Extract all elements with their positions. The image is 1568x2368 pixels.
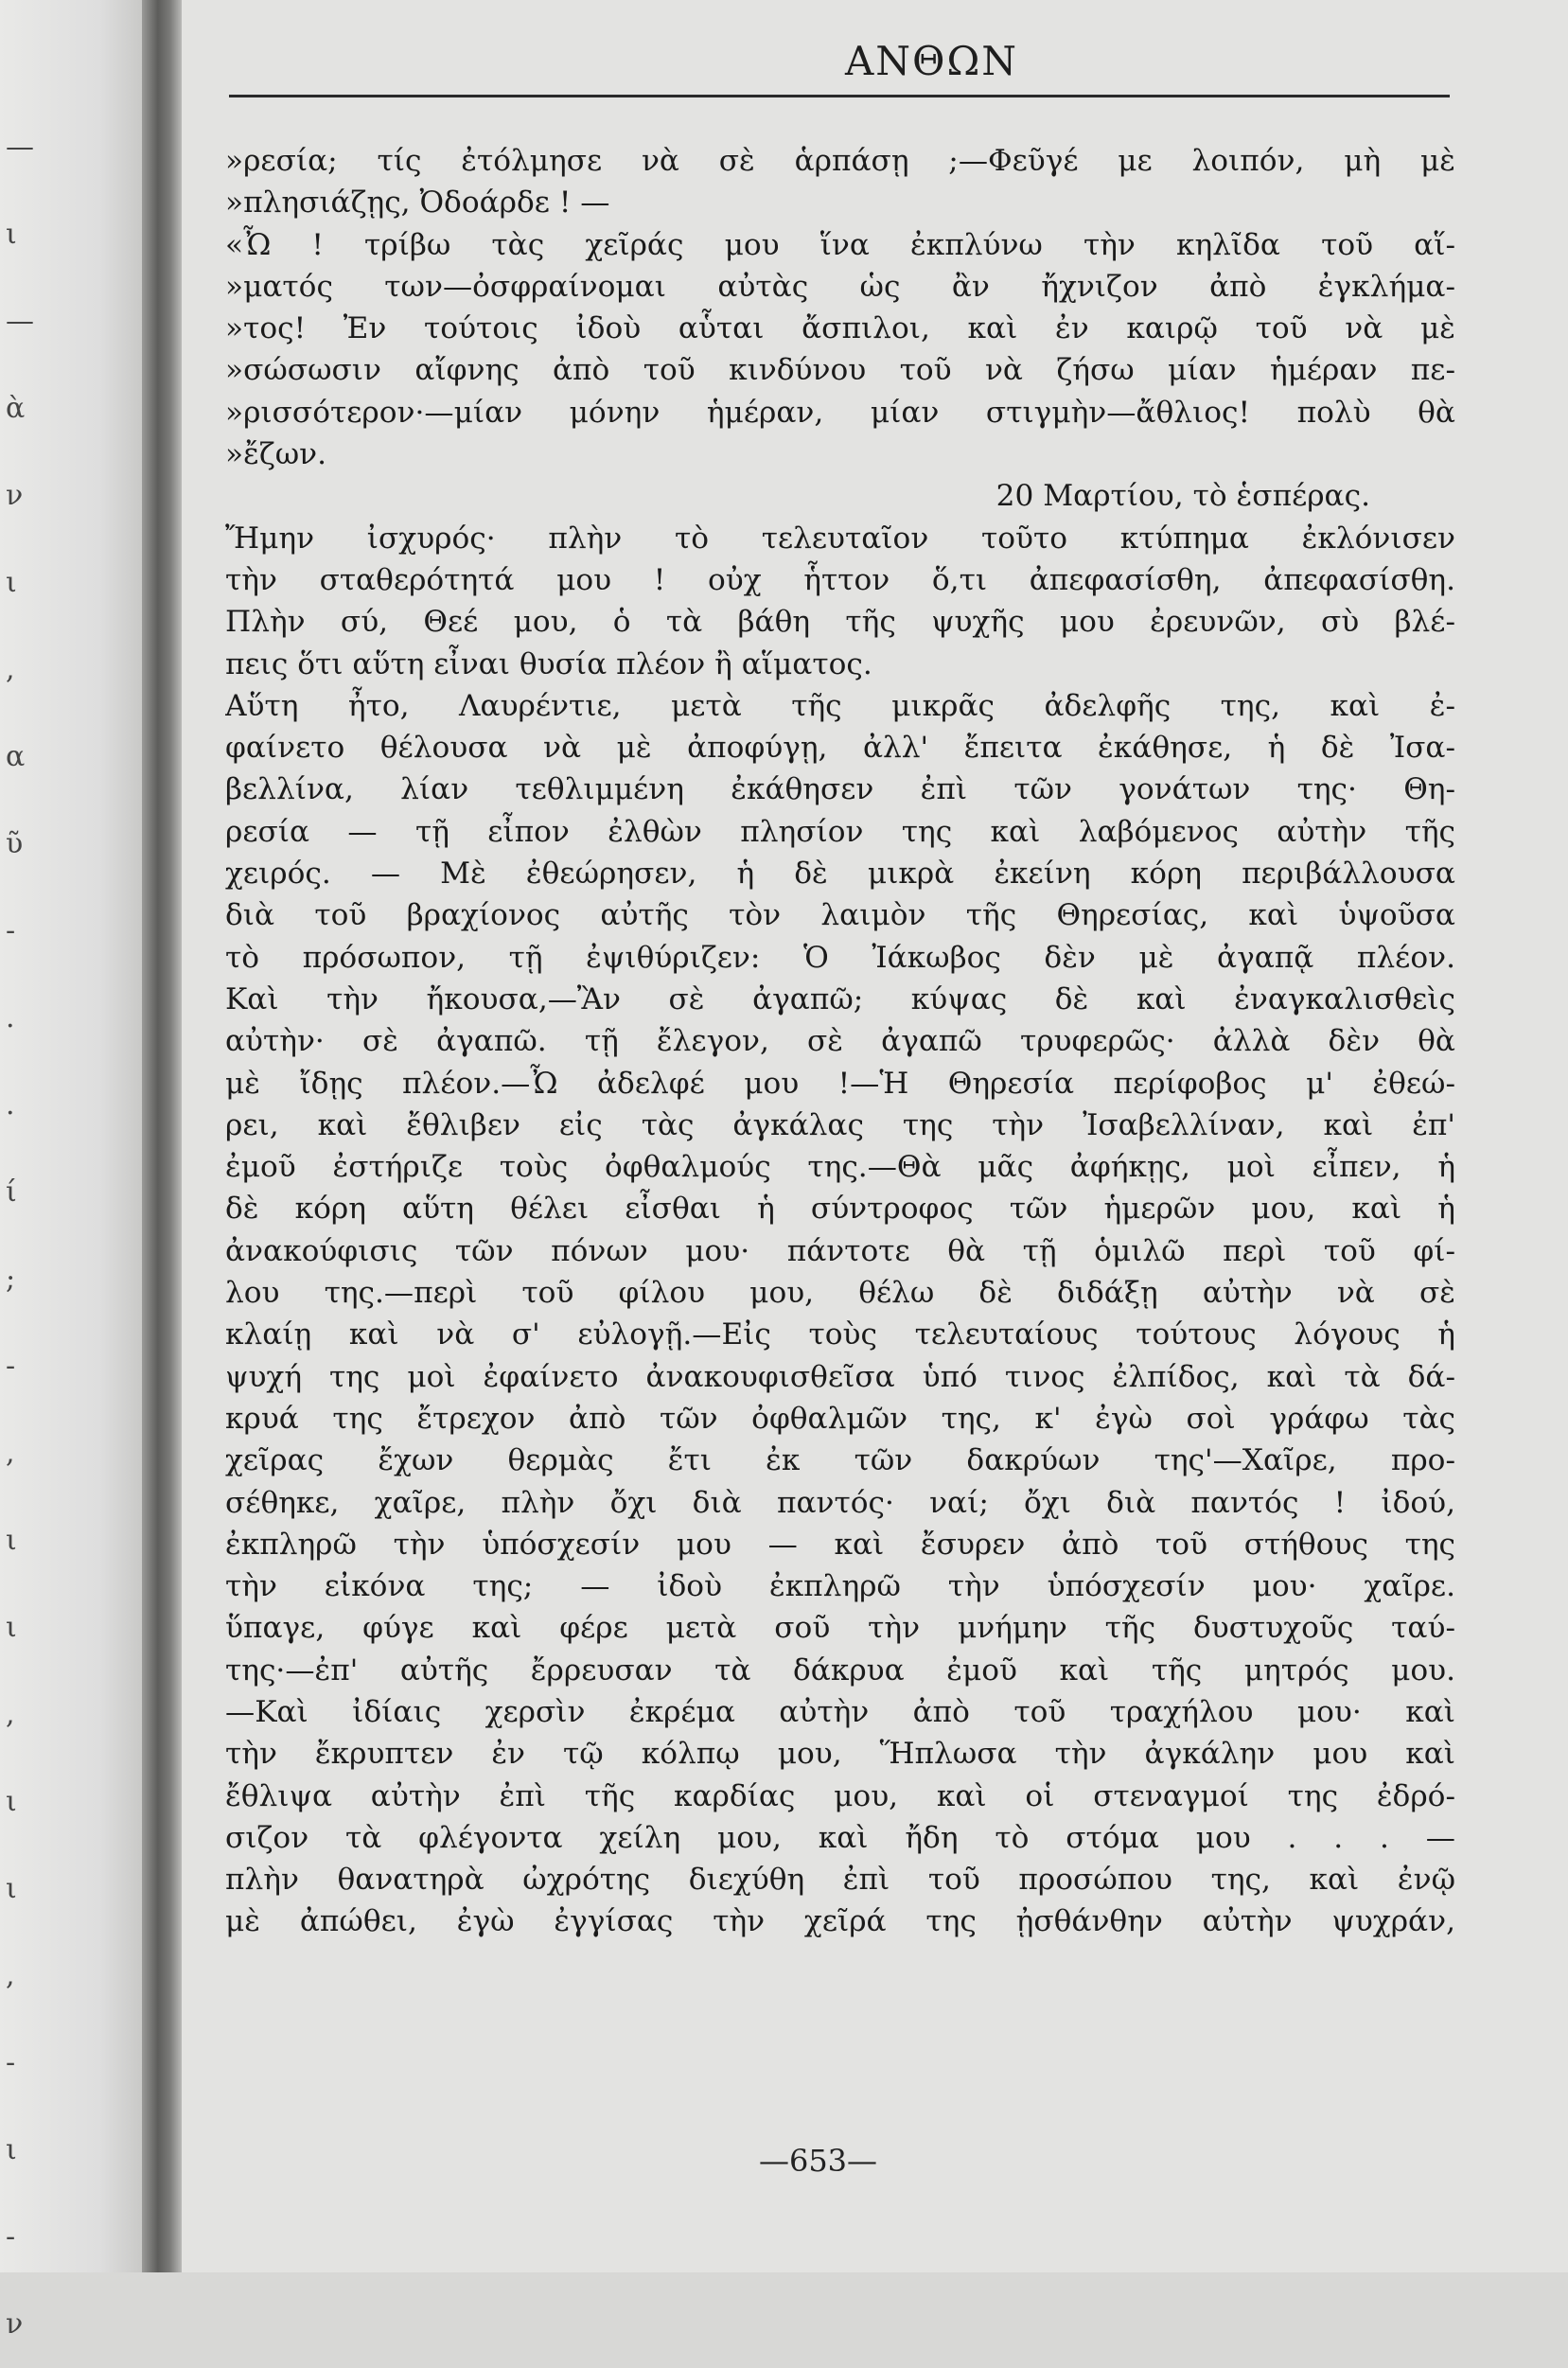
- text-line: »σώσωσιν αἴφνης ἀπὸ τοῦ κινδύνου τοῦ νὰ ζήσω μίαν ἡμέραν πε-: [225, 353, 1455, 388]
- text-line: Ἤμην ἰσχυρός· πλὴν τὸ τελευταῖον τοῦτο κτύπημα ἐκλόνισεν: [225, 521, 1455, 556]
- page-number: [182, 2143, 1568, 2179]
- header-rule: [229, 95, 1450, 97]
- text-line: τὸ πρόσωπον, τῇ ἐψιθύριζεν: Ὁ Ἰάκωβος δὲν μὲ ἀγαπᾷ πλέον.: [225, 940, 1455, 975]
- text-line: τὴν σταθερότητά μου ! οὐχ ἧττον ὅ,τι ἀπεφασίσθη, ἀπεφασίσθη.: [225, 562, 1455, 597]
- text-line: κρυά της ἔτρεχον ἀπὸ τῶν ὀφθαλμῶν της, κ' ἐγὼ σοὶ γράφω τὰς: [225, 1401, 1455, 1436]
- text-line: «Ὦ ! τρίβω τὰς χεῖράς μου ἵνα ἐκπλύνω τὴν κηλῖδα τοῦ αἵ-: [225, 227, 1455, 262]
- text-line: ἀνακούφισις τῶν πόνων μου· πάντοτε θὰ τῇ ὁμιλῶ περὶ τοῦ φί-: [225, 1233, 1455, 1268]
- text-line: λου της.—περὶ τοῦ φίλου μου, θέλω δὲ διδάξῃ αὐτὴν νὰ σὲ: [225, 1276, 1455, 1311]
- text-line: χειρός. — Μὲ ἐθεώρησεν, ἡ δὲ μικρὰ ἐκείνη κόρη περιβάλλουσα: [225, 857, 1455, 892]
- text-line: σιζον τὰ φλέγοντα χείλη μου, καὶ ἤδη τὸ στόμα μου . . . —: [225, 1820, 1455, 1855]
- text-line: ἐκπληρῶ τὴν ὑπόσχεσίν μου — καὶ ἔσυρεν ἀπὸ τοῦ στήθους της: [225, 1527, 1455, 1562]
- text-line: βελλίνα, λίαν τεθλιμμένη ἐκάθησεν ἐπὶ τῶν γονάτων της· Θη-: [225, 772, 1455, 807]
- text-line: φαίνετο θέλουσα νὰ μὲ ἀποφύγῃ, ἀλλ' ἔπειτα ἐκάθησε, ἡ δὲ Ἰσα-: [225, 731, 1455, 766]
- text-line: —Καὶ ἰδίαις χερσὶν ἐκρέμα αὐτὴν ἀπὸ τοῦ τραχήλου μου· καὶ: [225, 1694, 1455, 1729]
- text-line: Πλὴν σύ, Θεέ μου, ὁ τὰ βάθη τῆς ψυχῆς μου ἐρευνῶν, σὺ βλέ-: [225, 605, 1455, 640]
- text-line: κλαίῃ καὶ νὰ σ' εὐλογῇ.—Εἰς τοὺς τελευταίους τούτους λόγους ἡ: [225, 1317, 1455, 1352]
- book-gutter: [142, 0, 182, 2272]
- text-line: πεις ὅτι αὕτη εἶναι θυσία πλέον ἢ αἵματος.: [225, 646, 872, 681]
- left-page-edge: [0, 0, 142, 2341]
- text-line: ὕπαγε, φύγε καὶ φέρε μετὰ σοῦ τὴν μνήμην τῆς δυστυχοῦς ταύ-: [225, 1611, 1455, 1646]
- text-line: Καὶ τὴν ἤκουσα,—Ἂν σὲ ἀγαπῶ; κύψας δὲ καὶ ἐναγκαλισθεὶς: [225, 981, 1455, 1016]
- text-line: ψυχή της μοὶ ἐφαίνετο ἀνακουφισθεῖσα ὑπό τινος ἐλπίδος, καὶ τὰ δά-: [225, 1359, 1455, 1394]
- text-line: ρει, καὶ ἔθλιβεν εἰς τὰς ἀγκάλας της τὴν Ἰσαβελλίναν, καὶ ἐπ': [225, 1107, 1455, 1142]
- text-line: της·—ἐπ' αὐτῆς ἔρρευσαν τὰ δάκρυα ἐμοῦ καὶ τῆς μητρός μου.: [225, 1652, 1455, 1688]
- text-line: »ἔζων.: [225, 437, 327, 472]
- page-number-text: —653—: [758, 2143, 878, 2179]
- text-line: »πλησιάζῃς, Ὀδοάρδε ! —: [225, 186, 610, 221]
- text-line: τὴν εἰκόνα της; — ἰδοὺ ἐκπληρῶ τὴν ὑπόσχεσίν μου· χαῖρε.: [225, 1569, 1455, 1604]
- text-line: διὰ τοῦ βραχίονος αὐτῆς τὸν λαιμὸν τῆς Θηρεσίας, καὶ ὑψοῦσα: [225, 898, 1455, 933]
- text-line: ρεσία — τῇ εἶπον ἐλθὼν πλησίον της καὶ λαβόμενος αὐτὴν τῆς: [225, 814, 1455, 849]
- text-line: σέθηκε, χαῖρε, πλὴν ὄχι διὰ παντός· ναί; ὄχι διὰ παντός ! ἰδού,: [225, 1485, 1455, 1520]
- text-line: αὐτὴν· σὲ ἀγαπῶ. τῇ ἔλεγον, σὲ ἀγαπῶ τρυφερῶς· ἀλλὰ δὲν θὰ: [225, 1024, 1455, 1059]
- text-line: τὴν ἔκρυπτεν ἐν τῷ κόλπῳ μου, Ἥπλωσα τὴν ἀγκάλην μου καὶ: [225, 1737, 1455, 1772]
- text-line: »ματός των—ὀσφραίνομαι αὐτὰς ὡς ἂν ἤχνιζον ἀπὸ ἐγκλήμα-: [225, 269, 1455, 304]
- left-page-edge-fragments: — ι — ὰ ν ι , α ῦ - . . ί ; - , ι ι , ι ι , - ι - ν: [6, 131, 34, 2341]
- text-line: [225, 1943, 1455, 1985]
- text-line: δὲ κόρη αὕτη θέλει εἶσθαι ἡ σύντροφος τῶν ἡμερῶν μου, καὶ ἡ: [225, 1192, 1455, 1227]
- page-body: [225, 140, 1455, 1985]
- entry-date-heading: 20 Μαρτίου, τὸ ἑσπέρας.: [995, 479, 1370, 514]
- running-head: ΑΝΘΩΝ: [844, 38, 1019, 84]
- text-line: ἐμοῦ ἐστήριζε τοὺς ὀφθαλμούς της.—Θὰ μᾶς ἀφήκῃς, μοὶ εἶπεν, ἡ: [225, 1150, 1455, 1185]
- text-line: »ρισσότερον·—μίαν μόνην ἡμέραν, μίαν στιγμὴν—ἄθλιος! πολὺ θὰ: [225, 395, 1455, 430]
- text-line: »ρεσία; τίς ἐτόλμησε νὰ σὲ ἁρπάσῃ ;—Φεῦγέ με λοιπόν, μὴ μὲ: [225, 144, 1455, 178]
- text-line: χεῖρας ἔχων θερμὰς ἔτι ἐκ τῶν δακρύων της'—Χαῖρε, προ-: [225, 1443, 1455, 1478]
- book-page: [182, 0, 1568, 2272]
- text-line: ἔθλιψα αὐτὴν ἐπὶ τῆς καρδίας μου, καὶ οἱ στεναγμοί της ἐδρό-: [225, 1778, 1455, 1813]
- text-line: πλὴν θανατηρὰ ὠχρότης διεχύθη ἐπὶ τοῦ προσώπου της, καὶ ἐνῷ: [225, 1863, 1455, 1898]
- text-line: »τος! Ἐν τούτοις ἰδοὺ αὗται ἄσπιλοι, καὶ ἐν καιρῷ τοῦ νὰ μὲ: [225, 311, 1455, 346]
- text-line: μὲ ἴδῃς πλέον.—Ὦ ἀδελφέ μου !—Ἡ Θηρεσία περίφοβος μ' ἐθεώ-: [225, 1066, 1455, 1101]
- text-line: μὲ ἀπώθει, ἐγὼ ἐγγίσας τὴν χεῖρά της ᾐσθάνθην αὐτὴν ψυχράν,: [225, 1904, 1455, 1939]
- text-line: Αὕτη ἦτο, Λαυρέντιε, μετὰ τῆς μικρᾶς ἀδελφῆς της, καὶ ἐ-: [225, 688, 1455, 723]
